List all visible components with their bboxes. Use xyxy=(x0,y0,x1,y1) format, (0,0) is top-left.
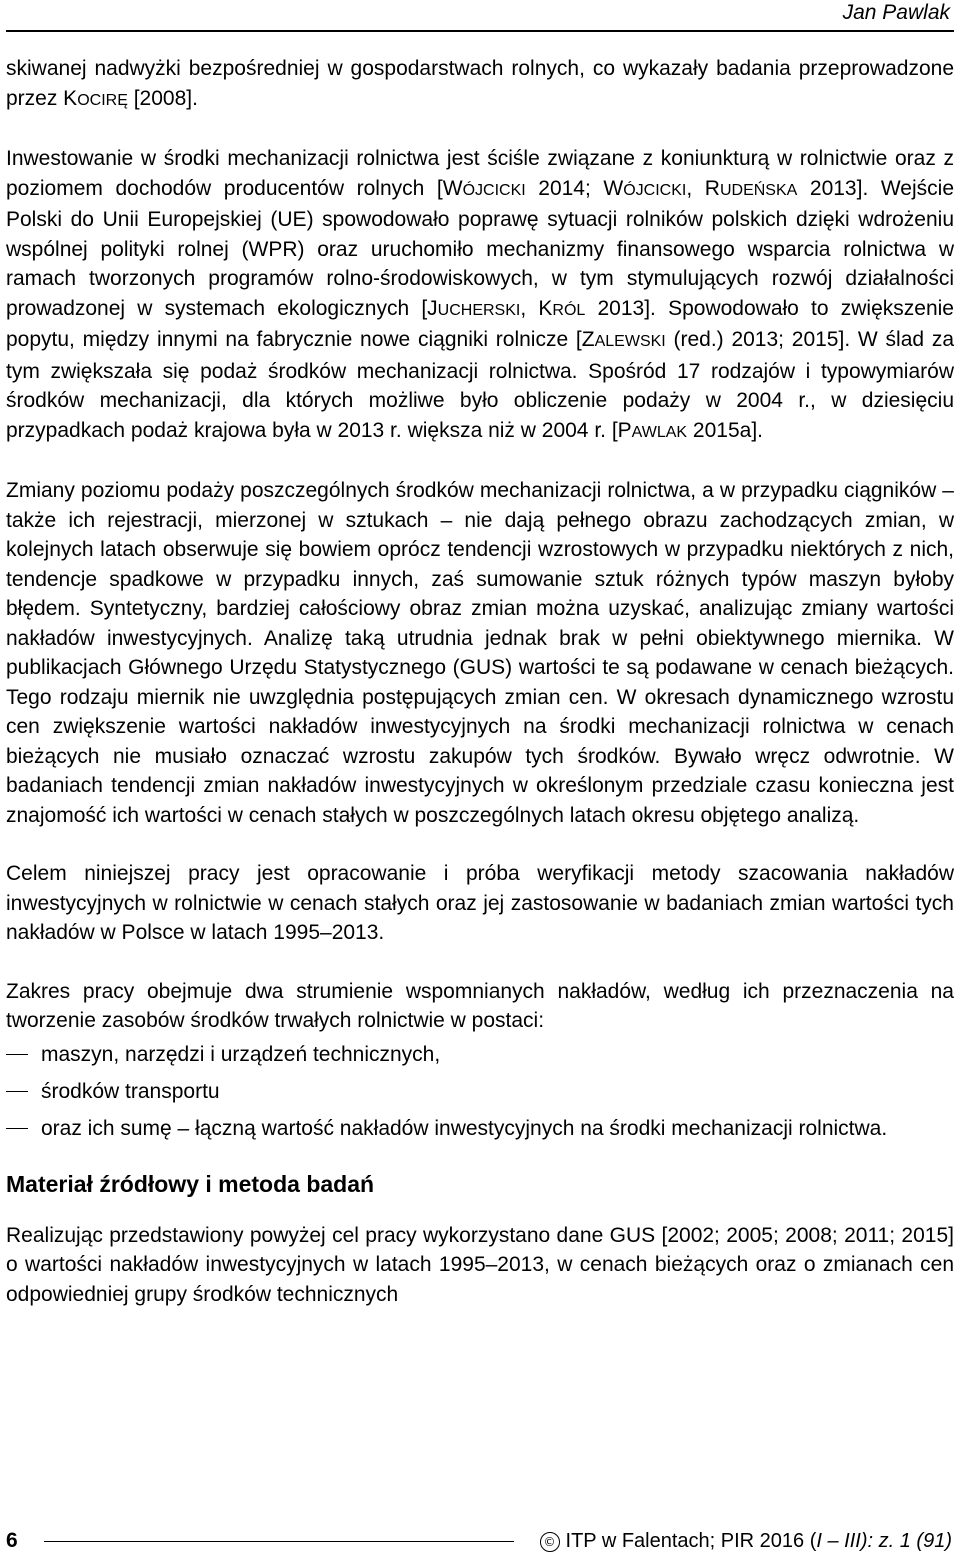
text: [2008]. xyxy=(127,86,198,110)
author-smallcaps: OCIRĘ xyxy=(77,91,128,109)
section-heading: Materiał źródłowy i metoda badań xyxy=(6,1170,375,1197)
author-smallcaps: ÓJCICKI xyxy=(623,181,687,199)
paragraph-4: Celem niniejszej pracy jest opracowanie i próba weryfikacji metody szacowania nakładów inwestycyjnych w rolnictwie w cenach stałych oraz jej zastosowanie w badaniach zmian wartości tych nakładów w Polsce w latach 1995–2013. xyxy=(6,862,954,944)
copyright-icon: © xyxy=(540,1532,560,1552)
journal-issue: I – III xyxy=(816,1530,861,1552)
text: 2015a]. xyxy=(687,418,763,442)
text: , K xyxy=(520,296,553,320)
list-item-text: oraz ich sumę – łączną wartość nakładów inwestycyjnych na środki mechanizacji rolnictwa. xyxy=(41,1116,888,1140)
text: (red.) 2013; 2015]. W ślad za tym zwiększała się podaż środków mechanizacji rolnictwa. Spośród 17 rodzajów i typowymiarów środków mechanizacji, dla których możliwe było obliczenie podaży w 2004 r., w dziesięciu przypadkach podaż krajowa była w 2013 r. większa niż w 2004 r. [P xyxy=(6,328,954,442)
author-smallcaps: RÓL xyxy=(552,301,586,319)
text: , R xyxy=(686,176,720,200)
journal-number: ): z. 1 (91) xyxy=(860,1530,952,1552)
paragraph-3: Zmiany poziomu podaży poszczególnych środków mechanizacji rolnictwa, a w przypadku ciągników – także ich rejestracji, mierzonej w sztukach – nie dają pełnego obrazu zachodzących zmian, w kolejnych latach obserwuje się bowiem oprócz tendencji wzrostowych w przypadku niektórych z nich, tendencje spadkowe w przypadku innych, zaś sumowanie sztuk różnych typów maszyn byłoby błędem. Syntetyczny, bardziej całościowy obraz zmian można uzyskać, analizując zmiany wartości nakładów inwestycyjnych. Analizę taką utrudnia jednak brak w pełni obiektywnego miernika. W publikacjach Głównego Urzędu Statystycznego (GUS) wartości te są podawane w cenach bieżących. Tego rodzaju miernik nie uwzględnia postępujących zmian cen. W okresach dynamicznego wzrostu cen zwiększenie wartości nakładów inwestycyjnych na środki mechanizacji rolnictwa w cenach bieżących nie musiało oznaczać wzrostu zakupów tych środków. Bywało wręcz odwrotnie. W badaniach tendencji zmian nakładów inwestycyjnych w określonym przedziale czasu konieczna jest znajomość ich wartości w cenach stałych w poszczególnych latach okresu objętego analizą. xyxy=(6,479,954,827)
list-item-text: środków transportu xyxy=(41,1079,220,1103)
running-header-author: Jan Pawlak xyxy=(842,1,950,24)
author-smallcaps: ALEWSKI xyxy=(594,333,666,350)
list-item xyxy=(6,1110,954,1147)
text: 2013]. Spowodowało to zwiększenie popytu, między innymi na fabrycznie nowe ciągniki rolnicze [Z xyxy=(6,296,954,351)
paragraph-1 xyxy=(6,54,954,115)
dash-list xyxy=(6,1036,954,1147)
author-smallcaps: UDEŃSKA xyxy=(719,181,798,199)
paragraph-5: Zakres pracy obejmuje dwa strumienie wspomnianych nakładów, według ich przeznaczenia na tworzenie zasobów środków trwałych rolnictwie w postaci: xyxy=(6,979,954,1032)
dash-bullet-icon xyxy=(6,1054,28,1055)
paragraph-6: Realizując przedstawiony powyżej cel pracy wykorzystano dane GUS [2002; 2005; 2008; 2011; 2015] o wartości nakładów inwestycyjnych w latach 1995–2013, w cenach bieżących oraz o zmianach cen odpowiedniej grupy środków technicznych xyxy=(6,1223,954,1306)
journal-footer xyxy=(540,1527,952,1555)
author-smallcaps: UCHERSKI xyxy=(437,301,521,319)
paragraph-2 xyxy=(6,144,954,447)
footer-divider xyxy=(44,1541,514,1542)
page-body xyxy=(6,54,954,1309)
text: skiwanej nadwyżki bezpośredniej w gospodarstwach rolnych, co wykazały badania przeprowadzone przez K xyxy=(6,57,954,110)
journal-citation: ITP w Falentach; PIR 2016 ( xyxy=(565,1530,817,1552)
list-item xyxy=(6,1073,954,1110)
text: Inwestowanie w środki mechanizacji rolnictwa jest ściśle związane z koniunkturą w rolnictwie oraz z poziomem dochodów producentów rolnych [W xyxy=(6,147,954,200)
author-smallcaps: ÓJCICKI xyxy=(462,181,526,199)
author-smallcaps: AWLAK xyxy=(631,423,688,441)
header-divider xyxy=(6,30,954,32)
list-item xyxy=(6,1036,954,1073)
dash-bullet-icon xyxy=(6,1091,28,1092)
list-item-text: maszyn, narzędzi i urządzeń technicznych, xyxy=(41,1042,441,1066)
text: 2014; W xyxy=(525,176,624,200)
text: 2013]. Wejście Polski do Unii Europejskiej (UE) spowodowało poprawę sytuacji rolników polskich dzięki wdrożeniu wspólnej polityki rolnej (WPR) oraz uruchomiło mechanizmy finansowego wsparcia rolnictwa w ramach tworzonych programów rolno-środowiskowych, w tym stymulujących rozwój działalności prowadzonej w systemach ekologicznych [J xyxy=(6,176,955,320)
dash-bullet-icon xyxy=(6,1128,28,1129)
page-number: 6 xyxy=(6,1529,18,1552)
